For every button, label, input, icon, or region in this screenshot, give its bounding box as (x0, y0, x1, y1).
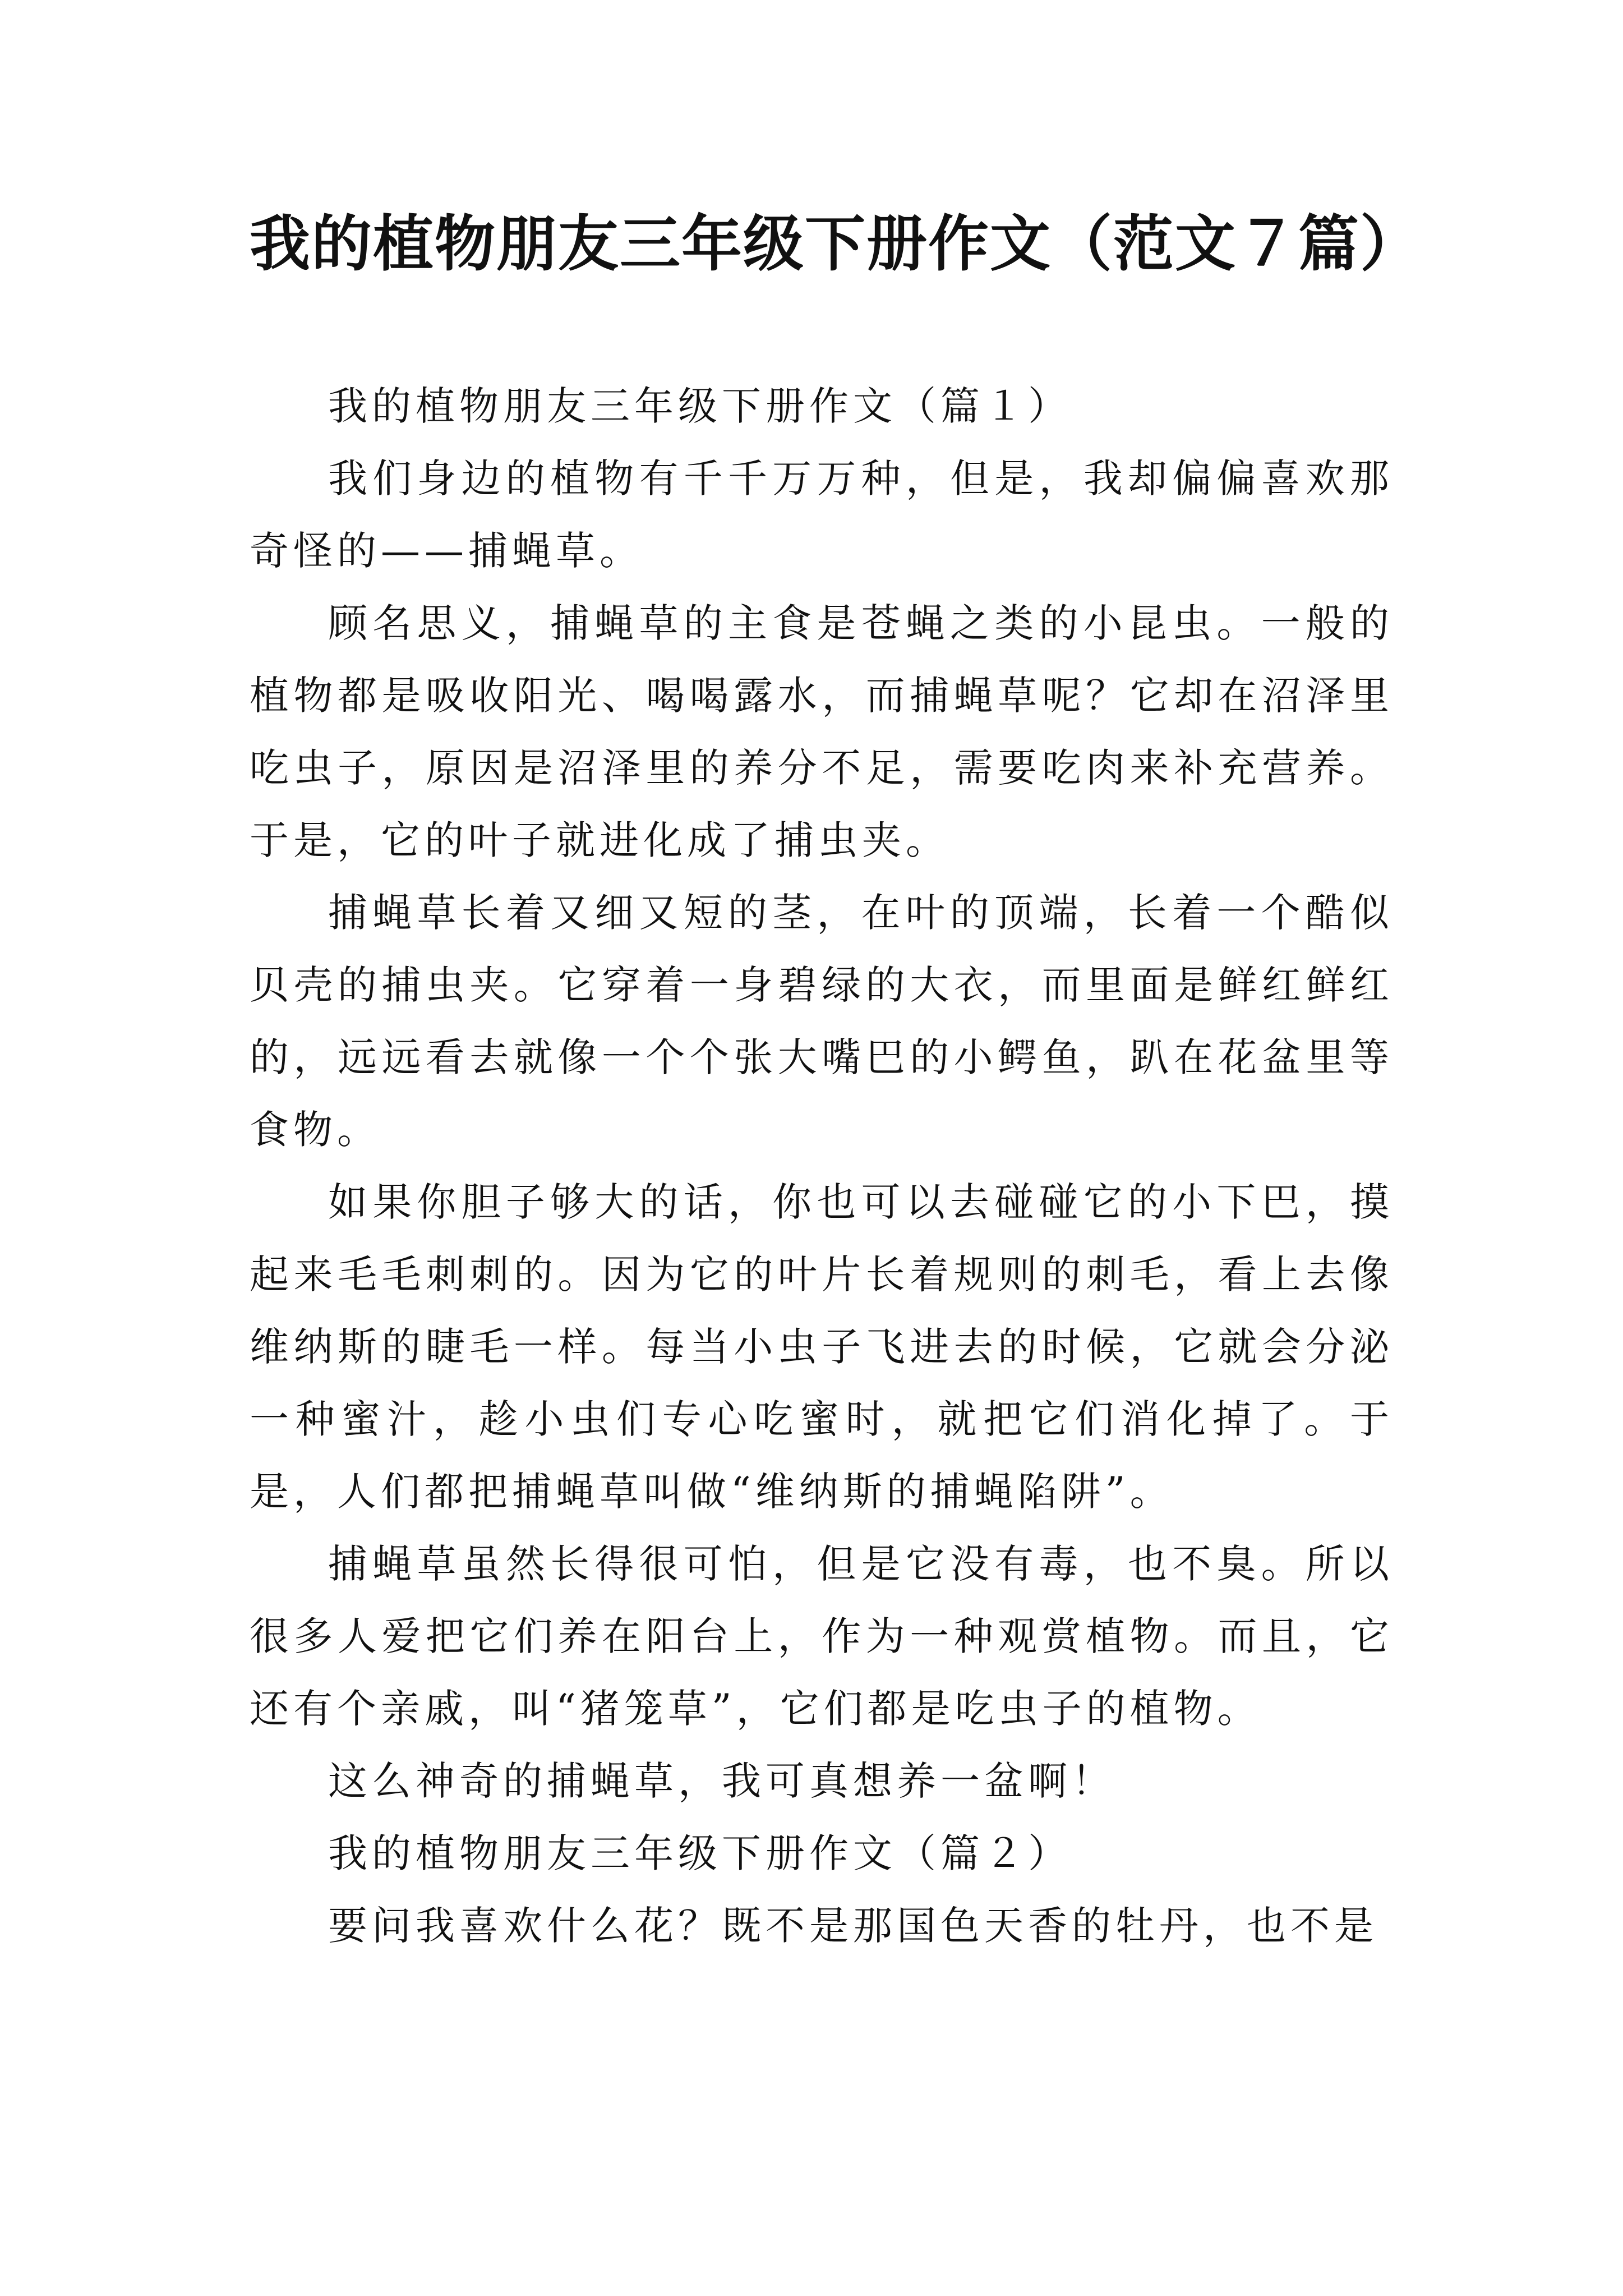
essay-2-heading: 我的植物朋友三年级下册作文（篇２） (328, 1830, 1072, 1876)
paragraph: 如果你胆子够大的话，你也可以去碰碰它的小下巴，摸起来毛毛刺刺的。因为它的叶片长着规则的刺毛，看上去像维纳斯的睫毛一样。每当小虫子飞进去的时候，它就会分泌一种蜜汁，趁小虫们专心吃蜜时，就把它们消化掉了。于是，人们都把捕蝇草叫做“维纳斯的捕蝇陷阱”。 (250, 1179, 1394, 1515)
document-body (250, 370, 1394, 1962)
paragraph: 捕蝇草长着又细又短的茎，在叶的顶端，长着一个酷似贝壳的捕虫夹。它穿着一身碧绿的大衣，而里面是鲜红鲜红的，远远看去就像一个个张大嘴巴的小鳄鱼，趴在花盆里等食物。 (250, 890, 1394, 1153)
paragraph: 顾名思义，捕蝇草的主食是苍蝇之类的小昆虫。一般的植物都是吸收阳光、喝喝露水，而捕蝇草呢？它却在沼泽里吃虫子，原因是沼泽里的养分不足，需要吃肉来补充营养。于是，它的叶子就进化成了捕虫夹。 (250, 600, 1394, 863)
essay-1-heading: 我的植物朋友三年级下册作文（篇１） (328, 383, 1072, 429)
document-title: 我的植物朋友三年级下册作文（范文７篇） (250, 209, 1422, 279)
paragraph: 要问我喜欢什么花？既不是那国色天香的牡丹，也不是 (328, 1903, 1378, 1949)
paragraph: 我们身边的植物有千千万万种，但是，我却偏偏喜欢那奇怪的——捕蝇草。 (250, 455, 1394, 574)
paragraph: 捕蝇草虽然长得很可怕，但是它没有毒，也不臭。所以很多人爱把它们养在阳台上，作为一种观赏植物。而且，它还有个亲戚，叫“猪笼草”，它们都是吃虫子的植物。 (250, 1541, 1394, 1732)
paragraph: 这么神奇的捕蝇草，我可真想养一盆啊！ (328, 1758, 1115, 1804)
